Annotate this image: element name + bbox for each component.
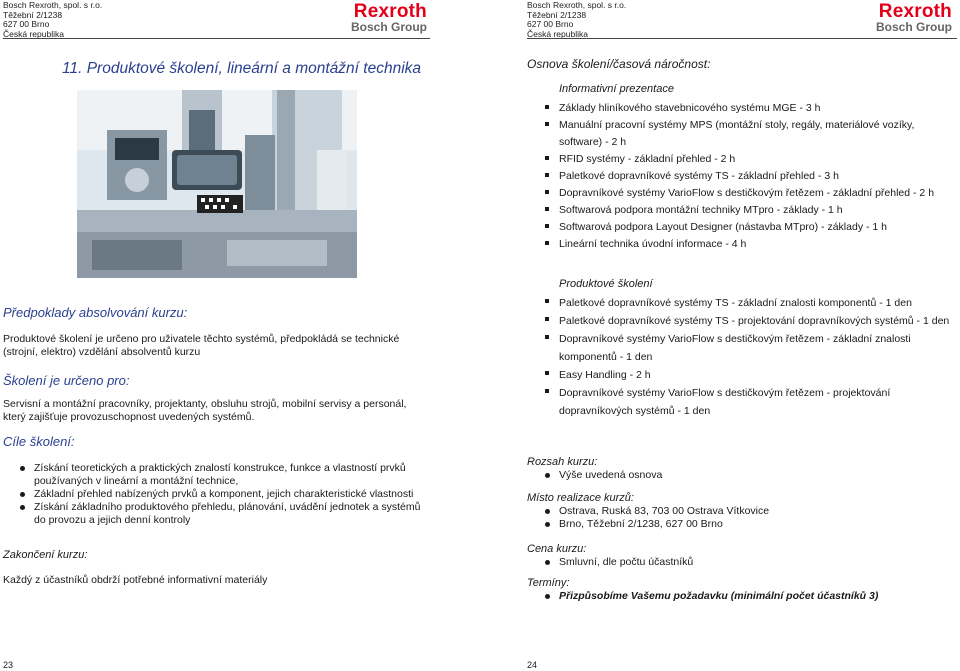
goals-list (34, 462, 429, 527)
left-address-line: Těžební 2/1238 (3, 9, 63, 20)
right-address-line: Česká republika (527, 28, 588, 39)
place-item: Ostrava, Ruská 83, 703 00 Ostrava Vítkovice (559, 505, 770, 517)
left-address-line: Česká republika (3, 28, 64, 39)
info-item: Základy hliníkového stavebnicového systému MGE - 3 h (559, 100, 949, 117)
page-title: 11. Produktové školení, lineární a montážní technika (62, 60, 422, 77)
product-training-list (559, 294, 954, 420)
dates-item: Přizpůsobíme Vašemu požadavku (minimální počet účastníků 3) (559, 590, 879, 602)
goals-heading: Cíle školení: (3, 434, 75, 449)
info-item: Dopravníkové systémy VarioFlow s destičkovým řetězem - základní přehled - 2 h (559, 185, 949, 202)
info-item: Softwarová podpora Layout Designer (nástavba MTpro) - základy - 1 h (559, 219, 949, 236)
product-item: Paletkové dopravníkové systémy TS - projektování dopravníkových systémů - 1 den (559, 312, 954, 330)
dates-list (559, 590, 878, 603)
end-heading: Zakončení kurzu: (3, 549, 88, 561)
left-company-address (3, 1, 102, 39)
left-header-divider (3, 38, 430, 39)
outline-heading: Osnova školení/časová náročnost: (527, 57, 711, 71)
product-item: Dopravníkové systémy VarioFlow s destičkovým řetězem - základní znalosti komponentů - 1 den (559, 330, 954, 366)
info-item: Paletkové dopravníkové systémy TS - základní přehled - 3 h (559, 168, 949, 185)
right-address-line: Bosch Rexroth, spol. s r.o. (527, 0, 627, 10)
assembly-line-photo (77, 90, 357, 278)
place-item: Brno, Těžební 2/1238, 627 00 Brno (559, 518, 769, 531)
place-heading: Místo realizace kurzů: (527, 492, 634, 504)
info-item: Manuální pracovní systémy MPS (montážní stoly, regály, materiálové vozíky, software) - 2 h (559, 117, 949, 151)
page-number-left: 23 (3, 660, 14, 670)
left-address-line: 627 00 Brno (3, 19, 50, 29)
right-address-line: Těžební 2/1238 (527, 9, 587, 20)
info-presentation-list (559, 100, 949, 253)
prerequisites-text: Produktové školení je určeno pro uživatele těchto systémů, předpokládá se technické (strojní, elektro) vzdělání absolventů kurzu (3, 333, 400, 358)
audience-text: Servisní a montážní pracovníky, projektanty, obsluhu strojů, mobilní servisy a personál, který zajišťuje provozuschopnost uvedených systémů. (3, 398, 407, 423)
info-item: RFID systémy - základní přehled - 2 h (559, 151, 949, 168)
left-address-line: Bosch Rexroth, spol. s r.o. (3, 0, 103, 10)
goal-item: Získání teoretických a praktických znalostí konstrukce, funkce a vlastností prvků používaných v lineární a montážní technice, (34, 462, 429, 488)
info-item: Softwarová podpora montážní techniky MTpro - základy - 1 h (559, 202, 949, 219)
goal-item: Základní přehled nabízených prvků a komponent, jejich charakteristické vlastnosti (34, 488, 429, 501)
price-list (559, 556, 693, 569)
price-item: Smluvní, dle počtu účastníků (559, 556, 694, 568)
right-rexroth-logo (850, 2, 952, 33)
left-rexroth-logo (325, 2, 427, 33)
logo-sub-text: Bosch Group (350, 20, 427, 34)
product-training-heading: Produktové školení (559, 278, 653, 290)
goal-item: Získání základního produktového přehledu, plánování, uvádění jednotek a systémů do provozu a jejich denní kontroly (34, 501, 429, 527)
info-presentation-heading: Informativní prezentace (559, 83, 674, 95)
info-item: Lineární technika úvodní informace - 4 h (559, 236, 949, 253)
place-list (559, 505, 769, 531)
scope-item: Výše uvedená osnova (559, 469, 663, 481)
machine-illustration (77, 90, 357, 278)
product-item: Paletkové dopravníkové systémy TS - základní znalosti komponentů - 1 den (559, 294, 954, 312)
price-heading: Cena kurzu: (527, 543, 587, 555)
logo-main-text: Rexroth (878, 1, 952, 22)
scope-heading: Rozsah kurzu: (527, 456, 598, 468)
right-header-divider (527, 38, 957, 39)
logo-sub-text: Bosch Group (875, 20, 952, 34)
logo-main-text: Rexroth (353, 1, 427, 22)
end-text: Každý z účastníků obdrží potřebné informativní materiály (3, 574, 268, 586)
product-item: Dopravníkové systémy VarioFlow s destičkovým řetězem - projektování dopravníkových systémů - 1 den (559, 384, 954, 420)
page-number-right: 24 (527, 660, 538, 670)
right-company-address (527, 1, 626, 39)
prerequisites-heading: Předpoklady absolvování kurzu: (3, 305, 188, 320)
product-item: Easy Handling - 2 h (559, 366, 954, 384)
right-address-line: 627 00 Brno (527, 19, 574, 29)
dates-heading: Termíny: (527, 577, 570, 589)
audience-heading: Školení je určeno pro: (3, 373, 130, 388)
scope-list (559, 469, 662, 482)
